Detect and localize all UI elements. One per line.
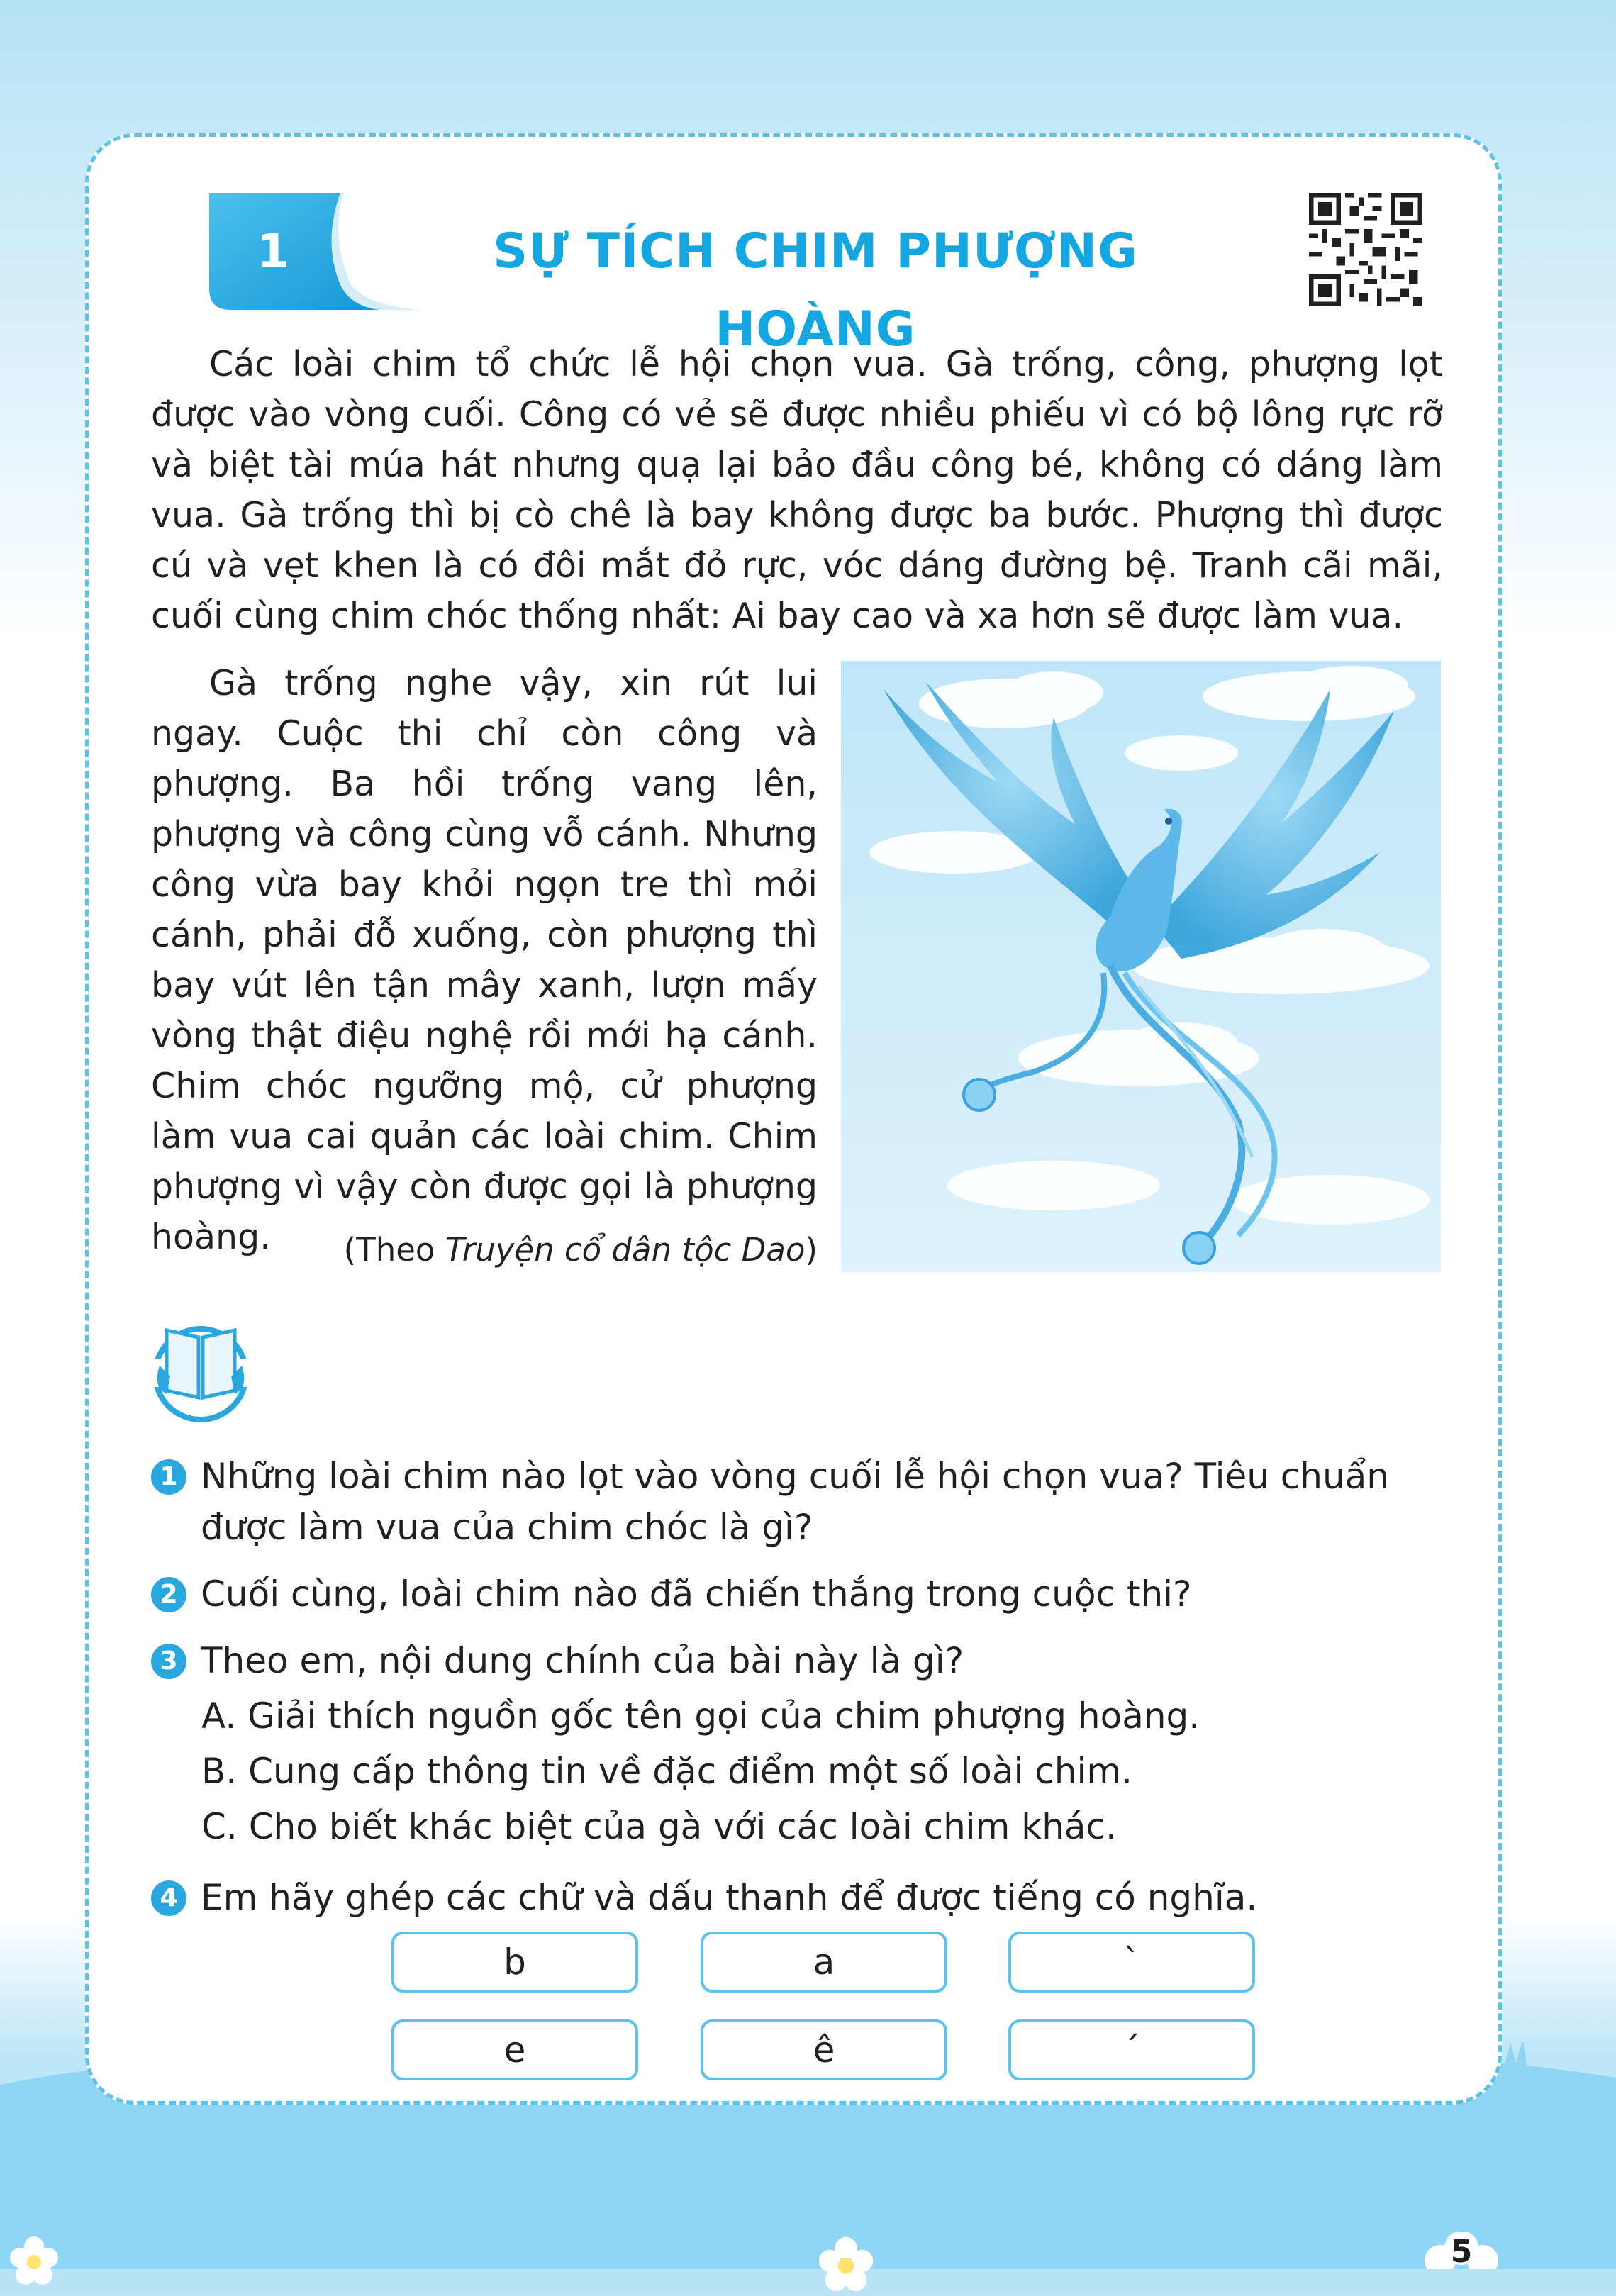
phoenix-illustration <box>841 661 1441 1272</box>
flower-icon <box>814 2232 878 2296</box>
question-text: Em hãy ghép các chữ và dấu thanh để được tiếng có nghĩa. <box>201 1877 1258 1918</box>
option-b[interactable]: B. Cung cấp thông tin về đặc điểm một số loài chim. <box>201 1751 1132 1792</box>
letter-box[interactable]: ê <box>701 2019 947 2080</box>
qr-code[interactable] <box>1309 191 1422 308</box>
question-number-badge: 4 <box>151 1880 186 1916</box>
question-2 <box>151 1568 1449 1620</box>
letter-box[interactable]: b <box>391 1932 638 1993</box>
lesson-number: 1 <box>257 224 289 279</box>
story-source <box>151 1227 818 1273</box>
tone-mark-box[interactable]: ´ <box>1008 2019 1255 2080</box>
source-suffix: ) <box>805 1231 818 1269</box>
letter-box[interactable]: e <box>391 2019 638 2080</box>
lesson-title: SỰ TÍCH CHIM PHƯỢNG HOÀNG <box>493 223 1138 357</box>
question-number-badge: 3 <box>151 1644 186 1679</box>
letter-box[interactable]: a <box>701 1932 947 1993</box>
question-number-badge: 2 <box>151 1577 186 1612</box>
flower-icon <box>6 2232 62 2289</box>
question-text: Theo em, nội dung chính của bài này là gì? <box>201 1640 964 1681</box>
option-c[interactable]: C. Cho biết khác biệt của gà với các loài chim khác. <box>201 1806 1117 1847</box>
question-4 <box>151 1872 1449 1923</box>
source-prefix: (Theo <box>343 1231 445 1269</box>
question-text: Những loài chim nào lọt vào vòng cuối lễ hội chọn vua? Tiêu chuẩn được làm vua của chim chóc là gì? <box>201 1456 1390 1548</box>
question-1 <box>151 1451 1449 1553</box>
question-text: Cuối cùng, loài chim nào đã chiến thắng trong cuộc thi? <box>201 1573 1192 1615</box>
question-number-badge: 1 <box>151 1459 186 1495</box>
source-title: Truyện cổ dân tộc Dao <box>445 1231 806 1269</box>
story-paragraph-1: Các loài chim tổ chức lễ hội chọn vua. Gà trống, công, phượng lọt được vào vòng cuối. Công có vẻ sẽ được nhiều phiếu vì có bộ lông rực rỡ và biệt tài múa hát nhưng quạ lại bảo đầu công bé, không có dáng làm vua. Gà trống thì bị cò chê là bay không được ba bước. Phượng thì được cú và vẹt khen là có đôi mắt đỏ rực, vóc dáng đường bệ. Tranh cãi mãi, cuối cùng chim chóc thống nhất: Ai bay cao và xa hơn sẽ được làm vua. <box>151 344 1443 636</box>
option-a[interactable]: A. Giải thích nguồn gốc tên gọi của chim phượng hoàng. <box>201 1695 1200 1737</box>
question-3 <box>151 1635 1449 1686</box>
story-paragraph-2: Gà trống nghe vậy, xin rút lui ngay. Cuộc thi chỉ còn công và phượng. Ba hồi trống vang lên, phượng và công cùng vỗ cánh. Nhưng công vừa bay khỏi ngọn tre thì mỏi cánh, phải đỗ xuống, còn phượng thì bay vút lên tận mây xanh, lượn mấy vòng thật điệu nghệ rồi mới hạ cánh. Chim chóc ngưỡng mộ, cử phượng làm vua cai quản các loài chim. Chim phượng vì vậy còn được gọi là phượng hoàng. <box>151 663 818 1257</box>
page-number: 5 <box>1450 2234 1473 2270</box>
tone-mark-box[interactable]: ` <box>1008 1932 1255 1993</box>
reading-book-icon <box>149 1316 252 1422</box>
